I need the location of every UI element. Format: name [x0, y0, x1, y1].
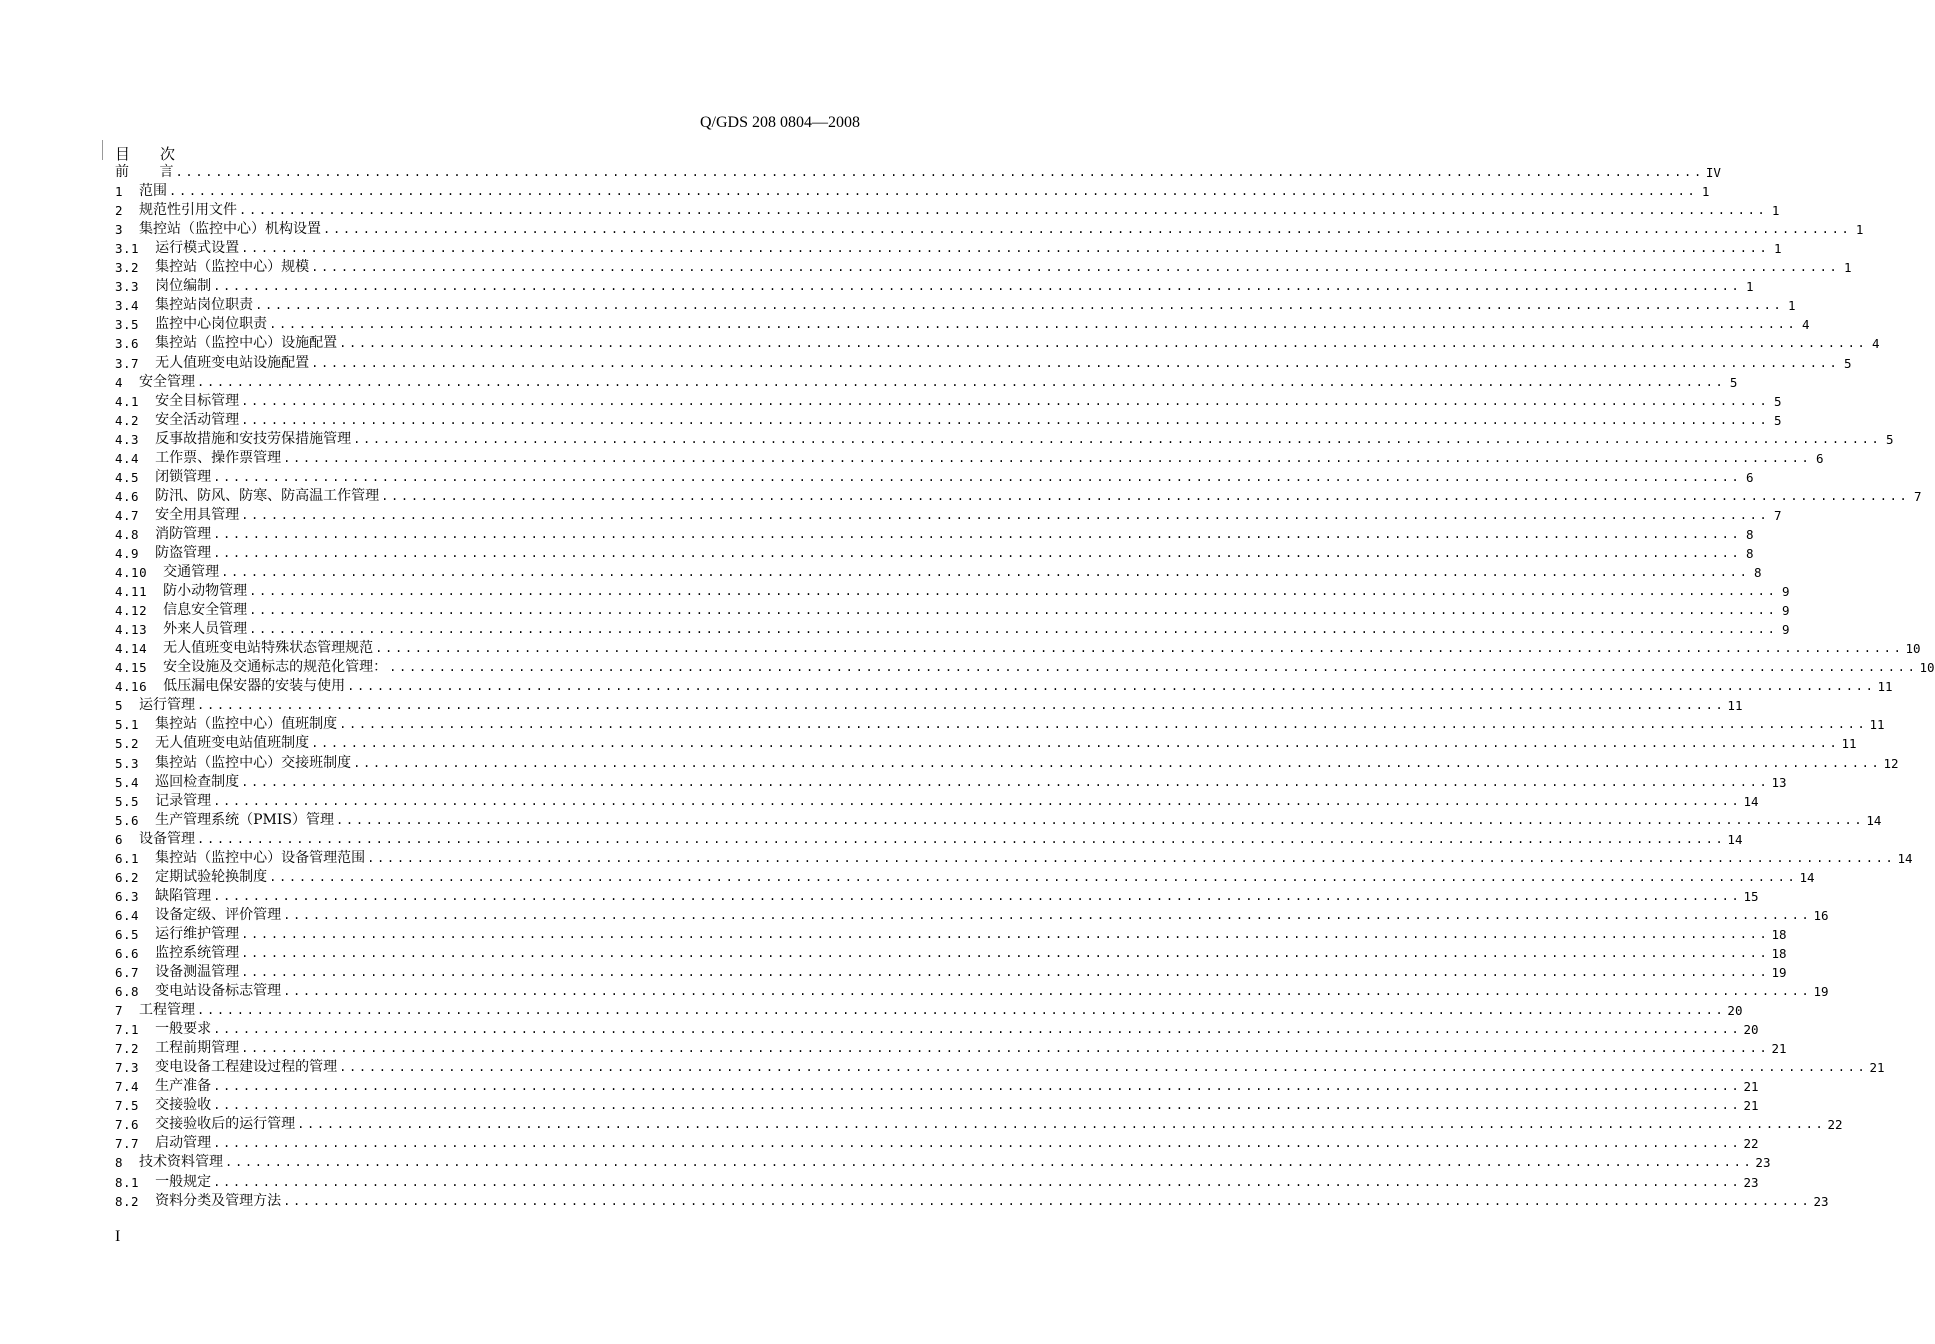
toc-leader-dots: .......................................................................................................................................................... [381, 488, 1910, 503]
toc-entry[interactable] [115, 296, 1796, 315]
toc-entry[interactable] [115, 201, 1780, 220]
toc-entry-number: 5.5 [115, 793, 140, 809]
toc-entry-page: 5 [1773, 412, 1782, 428]
toc-entry-number: 3.7 [115, 355, 140, 371]
toc-entry[interactable] [115, 258, 1852, 277]
toc-entry[interactable] [115, 468, 1754, 487]
toc-entry-title: 安全管理 [139, 373, 196, 390]
toc-entry-page: 20 [1727, 1003, 1743, 1019]
toc-entry-title: 生产管理系统（PMIS）管理 [155, 811, 334, 828]
toc-entry-title: 工程管理 [139, 1002, 196, 1019]
toc-entry-title: 生产准备 [155, 1078, 212, 1095]
toc-entry-number: 3.1 [115, 241, 140, 257]
toc-entry[interactable] [115, 944, 1787, 963]
toc-entry[interactable] [115, 849, 1913, 868]
toc-entry-page: 1 [1773, 241, 1782, 257]
toc-entry-title: 无人值班变电站特殊状态管理规范 [163, 640, 374, 657]
toc-entry-number: 7.5 [115, 1098, 140, 1114]
toc-entry[interactable] [115, 1153, 1771, 1172]
toc-entry[interactable] [115, 1020, 1759, 1039]
toc-entry-page: 11 [1841, 736, 1857, 752]
toc-entry[interactable] [115, 1172, 1759, 1191]
toc-leader-dots: .......................................................................................................................................................... [353, 755, 1882, 770]
toc-entry[interactable] [115, 506, 1782, 525]
toc-entry-title: 集控站岗位职责 [155, 297, 254, 314]
toc-leader-dots: .......................................................................................................................................................... [241, 241, 1770, 256]
toc-leader-dots: .......................................................................................................................................................... [213, 1022, 1742, 1037]
toc-entry-page: 16 [1813, 907, 1829, 923]
toc-entry-number: 4.10 [115, 565, 148, 581]
toc-entry[interactable] [115, 753, 1899, 772]
toc-leader-dots: .......................................................................................................................................................... [213, 888, 1742, 903]
toc-entry-number: 6.5 [115, 926, 140, 942]
toc-entry-number: 4.4 [115, 450, 140, 466]
toc-entry-title: 防汛、防风、防寒、防高温工作管理 [155, 487, 380, 504]
toc-entry[interactable] [115, 449, 1824, 468]
toc-entry-title: 监控系统管理 [155, 944, 240, 961]
toc-entry-number: 6.8 [115, 984, 140, 1000]
toc-entry-page: 14 [1799, 869, 1815, 885]
toc-entry-number: 4.2 [115, 412, 140, 428]
toc-entry-title: 闭锁管理 [155, 468, 212, 485]
toc-entry-page: 11 [1877, 679, 1893, 695]
toc-entry-page: IV [1705, 165, 1721, 181]
toc-leader-dots: .......................................................................................................................................................... [197, 698, 1726, 713]
toc-entry[interactable] [115, 544, 1754, 563]
toc-entry[interactable] [115, 411, 1782, 430]
toc-entry-page: 14 [1897, 850, 1913, 866]
toc-leader-dots: .......................................................................................................................................................... [297, 1117, 1826, 1132]
toc-entry-number: 4.7 [115, 507, 140, 523]
toc-entry-title: 规范性引用文件 [139, 202, 238, 219]
toc-entry[interactable] [115, 239, 1782, 258]
toc-leader-dots: .......................................................................................................................................................... [241, 507, 1770, 522]
toc-entry-number: 6.2 [115, 869, 140, 885]
toc-entry-title: 安全设施及交通标志的规范化管理： [163, 659, 388, 676]
toc-entry-page: 14 [1866, 812, 1882, 828]
toc-entry-page: 7 [1913, 488, 1922, 504]
toc-entry-number: 6.1 [115, 850, 140, 866]
toc-entry-number: 7.1 [115, 1022, 140, 1038]
toc-leader-dots: .......................................................................................................................................................... [213, 1079, 1742, 1094]
toc-entry-title: 变电设备工程建设过程的管理 [155, 1059, 338, 1076]
toc-leader-dots: .......................................................................................................................................................... [347, 679, 1876, 694]
toc-entry-number: 7 [115, 1003, 124, 1019]
toc-leader-dots: .......................................................................................................................................................... [311, 355, 1840, 370]
toc-entry-title: 记录管理 [155, 792, 212, 809]
toc-leader-dots: .......................................................................................................................................................... [241, 1041, 1770, 1056]
toc-entry-page: 11 [1869, 717, 1885, 733]
toc-entry-title: 信息安全管理 [163, 602, 248, 619]
toc-entry-page: 5 [1885, 431, 1894, 447]
toc-entry-title: 防盗管理 [155, 544, 212, 561]
toc-title-char: 目 [115, 145, 131, 163]
toc-leader-dots: .......................................................................................................................................................... [197, 1003, 1726, 1018]
toc-entry-number: 7.4 [115, 1079, 140, 1095]
toc-leader-dots: .......................................................................................................................................................... [389, 660, 1918, 675]
page-number: I [115, 1228, 121, 1245]
toc-leader-dots: .......................................................................................................................................................... [241, 412, 1770, 427]
toc-entry-page: 8 [1745, 526, 1754, 542]
toc-entry-title: 启动管理 [155, 1135, 212, 1152]
toc-entry-number: 5.6 [115, 812, 140, 828]
toc-leader-dots: .......................................................................................................................................................... [283, 907, 1812, 922]
toc-entry-title: 集控站（监控中心）设施配置 [155, 335, 338, 352]
toc-entry-number: 5.4 [115, 774, 140, 790]
toc-entry-number: 5.3 [115, 755, 140, 771]
toc-entry-title: 反事故措施和安技劳保措施管理 [155, 430, 352, 447]
toc-entry-page: 6 [1815, 450, 1824, 466]
toc-leader-dots: .......................................................................................................................................................... [213, 279, 1742, 294]
toc-leader-dots: .......................................................................................................................................................... [241, 926, 1770, 941]
toc-leader-dots: .......................................................................................................................................................... [241, 393, 1770, 408]
toc-entry-page: 5 [1773, 393, 1782, 409]
toc-entry-number: 4.5 [115, 469, 140, 485]
toc-leader-dots: .......................................................................................................................................................... [241, 965, 1770, 980]
toc-entry-title: 交通管理 [163, 564, 220, 581]
toc-entry[interactable] [115, 525, 1754, 544]
toc-leader-dots: .......................................................................................................................................................... [249, 622, 1778, 637]
toc-entry[interactable] [115, 1096, 1759, 1115]
toc-leader-dots: .......................................................................................................................................................... [241, 945, 1770, 960]
toc-entry-title: 外来人员管理 [163, 621, 248, 638]
toc-entry-title: 交接验收 [155, 1097, 212, 1114]
toc-entry[interactable] [115, 487, 1922, 506]
toc-entry-number: 6.6 [115, 945, 140, 961]
toc-entry[interactable] [115, 639, 1921, 658]
toc-entry-title: 定期试验轮换制度 [155, 868, 268, 885]
toc-leader-dots: .......................................................................................................................................................... [311, 736, 1840, 751]
toc-entry-number: 6.4 [115, 907, 140, 923]
toc-entry[interactable] [115, 811, 1882, 830]
toc-title [115, 143, 175, 164]
toc-entry-number: 4.13 [115, 622, 148, 638]
toc-entry-title: 设备测温管理 [155, 964, 240, 981]
toc-leader-dots: .......................................................................................................................................................... [249, 584, 1778, 599]
toc-entry-title: 集控站（监控中心）设备管理范围 [155, 849, 366, 866]
toc-entry-page: 18 [1771, 926, 1787, 942]
toc-entry-title: 一般要求 [155, 1021, 212, 1038]
toc-leader-dots: .......................................................................................................................................................... [213, 1098, 1742, 1113]
toc-leader-dots: .......................................................................................................................................................... [241, 774, 1770, 789]
toc-entry-number: 3 [115, 222, 124, 238]
toc-entry[interactable] [115, 830, 1743, 849]
toc-entry-title: 消防管理 [155, 525, 212, 542]
toc-entry-number: 6 [115, 831, 124, 847]
toc-entry-title: 防小动物管理 [163, 583, 248, 600]
toc-entry-page: 1 [1745, 279, 1754, 295]
toc-entry-page: 1 [1855, 222, 1864, 238]
toc-leader-dots: .......................................................................................................................................................... [335, 812, 1865, 827]
toc-leader-dots: .......................................................................................................................................................... [221, 565, 1750, 580]
toc-leader-dots: .......................................................................................................................................................... [175, 165, 1704, 180]
toc-entry-title: 集控站（监控中心）规模 [155, 259, 310, 276]
toc-leader-dots: .......................................................................................................................................................... [213, 469, 1742, 484]
toc-entry[interactable] [115, 163, 1721, 182]
toc-entry-number: 4.14 [115, 641, 148, 657]
toc-leader-dots: .......................................................................................................................................................... [339, 1060, 1868, 1075]
toc-leader-dots: .......................................................................................................................................................... [339, 717, 1868, 732]
toc-leader-dots: .......................................................................................................................................................... [225, 1155, 1754, 1170]
toc-entry-page: 21 [1771, 1041, 1787, 1057]
toc-entry-page: 14 [1743, 793, 1759, 809]
toc-entry[interactable] [115, 887, 1759, 906]
toc-entry-number: 6.7 [115, 965, 140, 981]
toc-leader-dots: .......................................................................................................................................................... [283, 984, 1812, 999]
toc-entry[interactable] [115, 601, 1790, 620]
toc-entry-page: 13 [1771, 774, 1787, 790]
toc-entry[interactable] [115, 1058, 1885, 1077]
toc-entry-title: 无人值班变电站值班制度 [155, 735, 310, 752]
toc-entry-number: 3.2 [115, 260, 140, 276]
toc-entry-page: 23 [1755, 1155, 1771, 1171]
toc-entry-number: 4.1 [115, 393, 140, 409]
toc-entry-title: 运行维护管理 [155, 925, 240, 942]
toc-entry-number: 8.1 [115, 1174, 140, 1190]
toc-entry[interactable] [115, 1192, 1829, 1211]
toc-entry-number: 4.3 [115, 431, 140, 447]
toc-entry-number: 2 [115, 203, 124, 219]
toc-entry-title: 低压漏电保安器的安装与使用 [163, 678, 346, 695]
margin-marker [102, 140, 103, 160]
toc-entry-page: 4 [1801, 317, 1810, 333]
toc-entry[interactable] [115, 925, 1787, 944]
toc-leader-dots: .......................................................................................................................................................... [323, 222, 1852, 237]
toc-entry-page: 21 [1869, 1060, 1885, 1076]
toc-entry[interactable] [115, 353, 1852, 372]
toc-entry-page: 5 [1843, 355, 1852, 371]
toc-entry-title: 集控站（监控中心）机构设置 [139, 221, 322, 238]
toc-entry-title: 一般规定 [155, 1173, 212, 1190]
toc-entry-title: 资料分类及管理方法 [155, 1192, 282, 1209]
toc-entry-page: 23 [1813, 1193, 1829, 1209]
toc-leader-dots: .......................................................................................................................................................... [339, 336, 1868, 351]
toc-entry-number: 1 [115, 184, 124, 200]
toc-leader-dots: .......................................................................................................................................................... [197, 831, 1726, 846]
toc-entry-number: 8 [115, 1155, 124, 1171]
toc-entry[interactable] [115, 696, 1743, 715]
toc-entry-title: 变电站设备标志管理 [155, 983, 282, 1000]
toc-leader-dots: .......................................................................................................................................................... [283, 450, 1812, 465]
toc-entry-title: 集控站（监控中心）值班制度 [155, 716, 338, 733]
toc-leader-dots: .......................................................................................................................................................... [213, 793, 1742, 808]
toc-entry[interactable] [115, 620, 1790, 639]
toc-leader-dots: .......................................................................................................................................................... [283, 1193, 1812, 1208]
toc-entry-page: 9 [1781, 622, 1790, 638]
toc-entry-number: 7.6 [115, 1117, 140, 1133]
toc-entry-title: 岗位编制 [155, 278, 212, 295]
toc-entry-page: 7 [1773, 507, 1782, 523]
toc-leader-dots: .......................................................................................................................................................... [353, 431, 1882, 446]
toc-entry[interactable] [115, 868, 1815, 887]
toc-entry-page: 1 [1843, 260, 1852, 276]
toc-entry[interactable] [115, 563, 1762, 582]
toc-entry-title: 设备管理 [139, 830, 196, 847]
toc-entry-page: 9 [1781, 584, 1790, 600]
toc-leader-dots: .......................................................................................................................................................... [213, 1174, 1742, 1189]
toc-entry-title: 巡回检查制度 [155, 773, 240, 790]
toc-leader-dots: .......................................................................................................................................................... [197, 374, 1726, 389]
toc-entry-title: 交接验收后的运行管理 [155, 1116, 296, 1133]
toc-entry-page: 20 [1743, 1022, 1759, 1038]
toc-entry-title: 言 [159, 164, 174, 181]
toc-leader-dots: .......................................................................................................................................................... [239, 203, 1768, 218]
toc-title-char: 次 [160, 145, 176, 163]
toc-entry-number: 5 [115, 698, 124, 714]
toc-entry-page: 1 [1701, 184, 1710, 200]
toc-entry-number: 8.2 [115, 1193, 140, 1209]
toc-entry-number: 4.11 [115, 584, 148, 600]
toc-entry-number: 4.9 [115, 545, 140, 561]
toc-leader-dots: .......................................................................................................................................................... [367, 850, 1896, 865]
toc-entry-number: 4.16 [115, 679, 148, 695]
toc-entry-number: 3.4 [115, 298, 140, 314]
toc-entry-title: 安全目标管理 [155, 392, 240, 409]
toc-entry-page: 15 [1743, 888, 1759, 904]
toc-entry[interactable] [115, 430, 1894, 449]
toc-leader-dots: .......................................................................................................................................................... [255, 298, 1784, 313]
toc-entry-page: 5 [1729, 374, 1738, 390]
toc-leader-dots: .......................................................................................................................................................... [269, 317, 1798, 332]
toc-entry-page: 9 [1781, 603, 1790, 619]
toc-entry[interactable] [115, 277, 1754, 296]
toc-entry-page: 22 [1827, 1117, 1843, 1133]
toc-entry-title: 设备定级、评价管理 [155, 906, 282, 923]
toc-entry-title: 集控站（监控中心）交接班制度 [155, 754, 352, 771]
toc-entry-number: 5.1 [115, 717, 140, 733]
toc-entry-number: 3.5 [115, 317, 140, 333]
toc-entry-page: 1 [1771, 203, 1780, 219]
toc-entry-title: 安全活动管理 [155, 411, 240, 428]
toc-entry-page: 21 [1743, 1079, 1759, 1095]
toc-entry-number: 4.12 [115, 603, 148, 619]
toc-entry[interactable] [115, 963, 1787, 982]
toc-entry-number: 3.3 [115, 279, 140, 295]
toc-entry[interactable] [115, 1077, 1759, 1096]
toc-entry-page: 11 [1727, 698, 1743, 714]
toc-entry-title: 监控中心岗位职责 [155, 316, 268, 333]
toc-entry-title: 运行模式设置 [155, 240, 240, 257]
toc-entry[interactable] [115, 773, 1787, 792]
toc-entry-page: 4 [1871, 336, 1880, 352]
toc-entry[interactable] [115, 334, 1880, 353]
toc-entry-title: 安全用具管理 [155, 506, 240, 523]
document-code: Q/GDS 208 0804—2008 [699, 114, 860, 131]
toc-entry-number: 4.6 [115, 488, 140, 504]
toc-entry-number: 7.3 [115, 1060, 140, 1076]
toc-entry-page: 18 [1771, 945, 1787, 961]
toc-entry[interactable] [115, 1039, 1787, 1058]
toc-entry-number: 7.2 [115, 1041, 140, 1057]
toc-entry-page: 12 [1883, 755, 1899, 771]
toc-entry-number: 4.8 [115, 526, 140, 542]
toc-leader-dots: .......................................................................................................................................................... [269, 869, 1798, 884]
toc-entry-number: 7.7 [115, 1136, 140, 1152]
toc-entry[interactable] [115, 1115, 1843, 1134]
toc-entry-page: 14 [1727, 831, 1743, 847]
toc-entry-page: 6 [1745, 469, 1754, 485]
toc-entry[interactable] [115, 582, 1790, 601]
toc-entry[interactable] [115, 734, 1857, 753]
toc-entry-page: 23 [1743, 1174, 1759, 1190]
toc-entry-page: 8 [1753, 565, 1762, 581]
toc-entry[interactable] [115, 182, 1710, 201]
toc-entry-number: 3.6 [115, 336, 140, 352]
toc-entry-number: 前 [115, 164, 130, 181]
toc-entry-number: 4.15 [115, 660, 148, 676]
toc-entry[interactable] [115, 677, 1893, 696]
toc-leader-dots: .......................................................................................................................................................... [213, 545, 1742, 560]
toc-entry[interactable] [115, 982, 1829, 1001]
toc-entry-page: 10 [1919, 660, 1935, 676]
toc-entry-page: 19 [1813, 984, 1829, 1000]
toc-entry-number: 4 [115, 374, 124, 390]
toc-entry[interactable] [115, 373, 1738, 392]
toc-leader-dots: .......................................................................................................................................................... [249, 603, 1778, 618]
toc-entry[interactable] [115, 792, 1759, 811]
toc-entry-number: 6.3 [115, 888, 140, 904]
toc-leader-dots: .......................................................................................................................................................... [213, 1136, 1742, 1151]
toc-entry[interactable] [115, 315, 1810, 334]
toc-entry-page: 1 [1787, 298, 1796, 314]
toc-leader-dots: .......................................................................................................................................................... [311, 260, 1840, 275]
toc-entry-page: 19 [1771, 965, 1787, 981]
toc-entry-number: 5.2 [115, 736, 140, 752]
toc-entry-page: 21 [1743, 1098, 1759, 1114]
toc-entry[interactable] [115, 1001, 1743, 1020]
toc-entry[interactable] [115, 220, 1864, 239]
toc-entry[interactable] [115, 906, 1829, 925]
table-of-contents [115, 163, 1935, 1211]
toc-entry-title: 工作票、操作票管理 [155, 449, 282, 466]
toc-entry[interactable] [115, 1134, 1759, 1153]
toc-entry-title: 无人值班变电站设施配置 [155, 354, 310, 371]
toc-entry-title: 缺陷管理 [155, 887, 212, 904]
toc-entry[interactable] [115, 715, 1885, 734]
toc-entry[interactable] [115, 658, 1935, 677]
toc-entry-page: 22 [1743, 1136, 1759, 1152]
toc-entry-title: 技术资料管理 [139, 1154, 224, 1171]
toc-entry[interactable] [115, 392, 1782, 411]
toc-entry-title: 范围 [139, 183, 168, 200]
toc-entry-title: 运行管理 [139, 697, 196, 714]
toc-entry-title: 工程前期管理 [155, 1040, 240, 1057]
toc-leader-dots: .......................................................................................................................................................... [375, 641, 1904, 656]
toc-entry-page: 10 [1905, 641, 1921, 657]
toc-leader-dots: .......................................................................................................................................................... [213, 526, 1742, 541]
toc-entry-page: 8 [1745, 545, 1754, 561]
toc-leader-dots: .......................................................................................................................................................... [169, 184, 1698, 199]
